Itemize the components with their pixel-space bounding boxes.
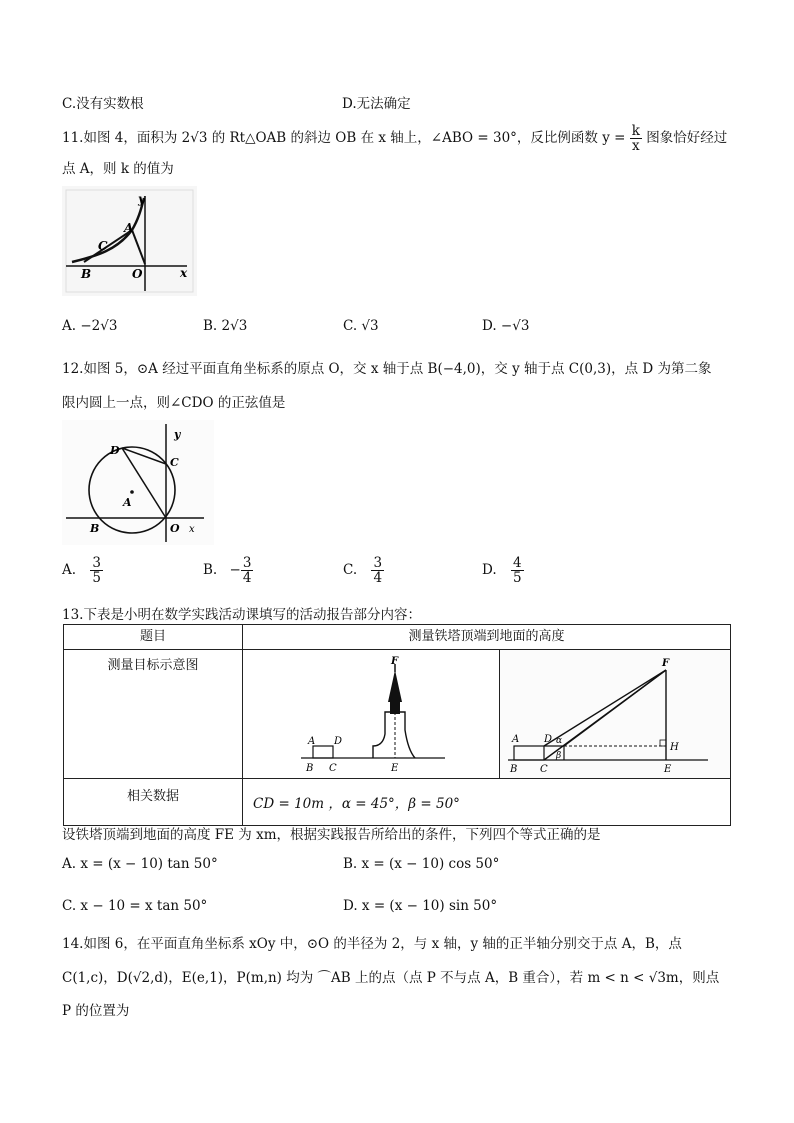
q12-label-x: x (189, 524, 195, 535)
q13-fig2-sight-d (544, 670, 666, 746)
q12-option-a-fraction: $\frac{3}{5}$ (92, 555, 101, 587)
q13-table-header-topic: 题目 (64, 625, 243, 650)
q11-prefix: 11.如图 4，面积为 (62, 130, 182, 147)
q11-label-c: C (98, 239, 108, 253)
q13-figure-2 (500, 650, 728, 774)
q12-label-o: O (170, 522, 180, 535)
q12-label-b: B (90, 522, 100, 535)
q13-fig2-building (514, 746, 544, 760)
q12-option-c-fraction: $\frac{3}{4}$ (373, 555, 383, 587)
q12-option-a: A. $\frac{3}{5}$ (62, 555, 101, 587)
q13-option-c: C. x − 10 = x tan 50° (62, 898, 208, 914)
svg-text:C: C (329, 763, 337, 774)
q12-option-d-fraction: $\frac{4}{5}$ (512, 555, 522, 587)
q12-center-dot (130, 490, 134, 494)
svg-text:E: E (664, 764, 672, 774)
svg-text:C: C (540, 764, 548, 774)
q11-option-d: D. −√3 (482, 318, 530, 334)
q13-table-header-title: 测量铁塔顶端到地面的高度 (243, 625, 731, 650)
q11-frac-den: x (632, 138, 640, 155)
q13-table-data-row (64, 779, 731, 826)
q12-line1: 12.如图 5，⊙A 经过平面直角坐标系的原点 O，交 x 轴于点 B(−4,0)，交 y 轴于点 C(0,3)，点 D 为第二象 (62, 361, 712, 377)
q13-table-figure-label: 测量目标示意图 (64, 650, 243, 779)
q11-option-c: C. √3 (343, 318, 379, 334)
q13-question: 设铁塔顶端到地面的高度 FE 为 xm，根据实践报告所给出的条件，下列四个等式正确的是 (62, 827, 601, 843)
q11-figure (62, 186, 197, 296)
q13-table-figure-row (64, 650, 731, 779)
q11-area: 2√3 (181, 130, 208, 147)
q12-label-y: y (174, 428, 181, 441)
q11-frac-num: k (631, 123, 640, 139)
q12-option-b-fraction: $\frac{3}{4}$ (242, 555, 252, 587)
q11-option-a: A. −2√3 (62, 318, 118, 334)
q11-label-y: y (138, 192, 145, 206)
q13-table-header-row (64, 625, 731, 650)
svg-text:E: E (391, 763, 399, 774)
q12-option-b: B. − $\frac{3}{4}$ (203, 555, 252, 587)
q13-option-d: D. x = (x − 10) sin 50° (343, 898, 498, 914)
q11-line1 (62, 124, 727, 153)
svg-text:A: A (512, 734, 520, 745)
q13-table-data-label: 相关数据 (64, 779, 243, 826)
svg-text:H: H (670, 742, 679, 753)
svg-text:F: F (391, 656, 399, 667)
svg-text:D: D (334, 736, 343, 747)
q13-table-data-values: CD = 10m ，α = 45°，β = 50° (243, 779, 731, 826)
q11-suffix: 图象恰好经过 (641, 130, 728, 147)
q10-option-c: C.没有实数根 (62, 96, 144, 112)
q13-figure-1 (243, 650, 497, 774)
q11-fraction (630, 124, 642, 153)
q13-figure-1-cell (243, 650, 500, 779)
svg-text:A: A (308, 736, 316, 747)
q13-report-table (63, 624, 731, 826)
q13-fig1-tower-spire (388, 670, 402, 702)
q11-label-a: A (124, 221, 134, 235)
q13-figure-2-cell (500, 650, 731, 779)
q12-label-d: D (110, 444, 120, 457)
q12-label-c: C (170, 456, 179, 469)
q11-line2: 点 A，则 k 的值为 (62, 161, 174, 177)
q12-option-c: C. $\frac{3}{4}$ (343, 555, 383, 587)
q14-line2: C(1,c)，D(√2,d)，E(e,1)，P(m,n) 均为 ⌒AB 上的点（点 P 不与点 A，B 重合），若 m < n < √3m，则点 (62, 970, 720, 986)
q10-option-d: D.无法确定 (342, 96, 411, 112)
q11-label-x: x (180, 266, 188, 280)
q13-fig1-tower-base (373, 712, 415, 758)
q14-line3: P 的位置为 (62, 1003, 130, 1019)
q11-label-b: B (81, 267, 92, 281)
svg-text:D: D (544, 734, 553, 745)
svg-text:B: B (306, 763, 314, 774)
q11-option-b: B. 2√3 (203, 318, 248, 334)
svg-text:F: F (662, 658, 670, 669)
svg-text:α: α (556, 736, 563, 746)
q12-figure (62, 420, 214, 545)
q12-line2: 限内圆上一点，则∠CDO 的正弦值是 (62, 395, 286, 411)
q14-line1: 14.如图 6，在平面直角坐标系 xOy 中，⊙O 的半径为 2，与 x 轴，y 轴的正半轴分别交于点 A，B，点 (62, 936, 682, 952)
q11-label-o: O (132, 267, 143, 281)
svg-text:β: β (556, 751, 562, 761)
q12-label-a: A (123, 496, 132, 509)
svg-text:B: B (510, 764, 518, 774)
q13-fig1-building (313, 746, 333, 758)
q13-option-a: A. x = (x − 10) tan 50° (62, 856, 218, 872)
q12-option-d: D. $\frac{4}{5}$ (482, 555, 522, 587)
q13-option-b: B. x = (x − 10) cos 50° (343, 856, 500, 872)
q11-mid: 的 Rt△OAB 的斜边 OB 在 x 轴上，∠ABO = 30°，反比例函数 y = (207, 130, 630, 147)
q13-intro: 13.下表是小明在数学实践活动课填写的活动报告部分内容： (62, 607, 421, 623)
